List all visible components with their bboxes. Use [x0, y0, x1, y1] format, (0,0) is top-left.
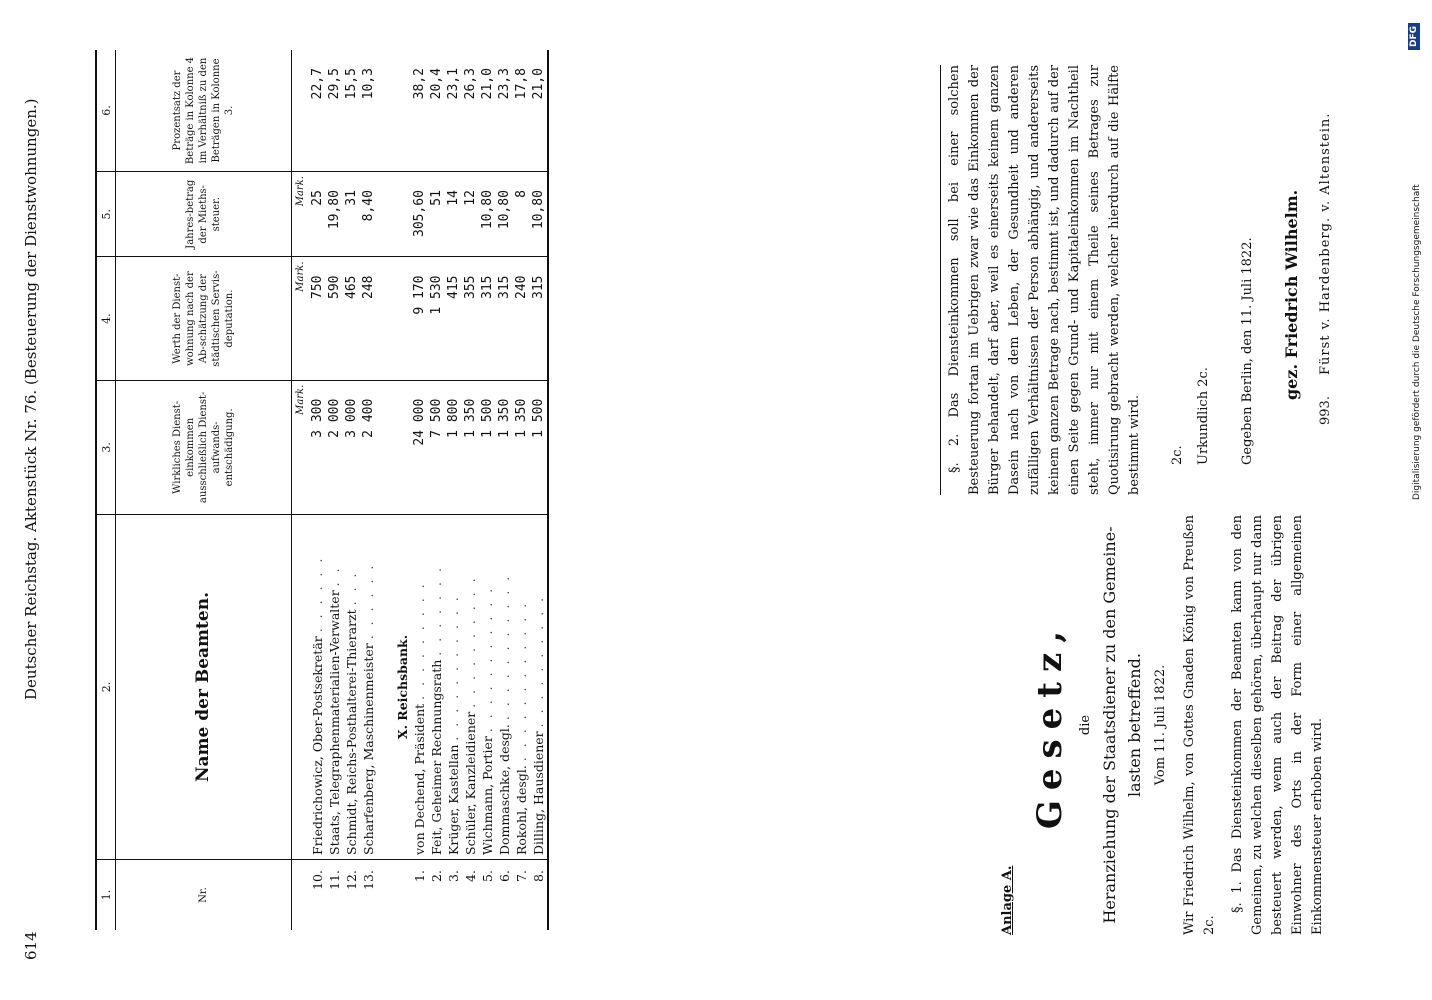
col-number-2: 2. — [96, 515, 116, 860]
row-name: Krüger, Kastellan — [446, 744, 461, 855]
row-c4: 240 — [513, 257, 530, 380]
table-row: 6. Dommaschke, desgl. . . . . . . . . . . . 1 350 315 10,80 23,3 — [496, 50, 513, 930]
row-c4: 1 530 — [428, 257, 445, 380]
row-c3: 3 000 — [343, 380, 360, 514]
table-row: 5. Wichmann, Portier . . . . . . . . . . . 1 500 315 10,80 21,0 — [479, 50, 496, 930]
row-nr: 8. — [531, 870, 546, 882]
header-dwelling-value: Werth der Dienst-wohnung nach der Ab-schätzung der städtischen Servis-deputation. — [116, 257, 292, 380]
row-nr: 5. — [480, 870, 495, 882]
row-name: Scharfenberg, Maschinenmeister — [361, 643, 376, 855]
law-date: Vom 11. Juli 1822. — [1153, 664, 1168, 786]
row-c5: 19,80 — [326, 172, 343, 257]
row-name: Dilling, Hausdiener — [531, 731, 546, 855]
column-number-row — [96, 50, 116, 930]
row-name: Friedrichowicz, Ober-Postsekretär — [310, 636, 325, 855]
row-c6: 23,1 — [445, 50, 462, 172]
row-c3: 1 500 — [530, 380, 548, 514]
column-header-row — [116, 50, 292, 930]
row-c6: 10,3 — [360, 50, 377, 172]
section-title: X. Reichsbank. — [394, 515, 411, 860]
row-c6: 29,5 — [326, 50, 343, 172]
running-title: Deutscher Reichstag. Aktenstück Nr. 76. (Besteuerung der Dienstwohnungen.) — [22, 98, 40, 700]
header-name: Name der Beamten. — [116, 515, 292, 860]
row-c3: 7 500 — [428, 380, 445, 514]
row-c6: 38,2 — [411, 50, 428, 172]
row-name: von Dechend, Präsident — [412, 703, 427, 855]
header-rent-tax: Jahres-betrag der Mieths-steuer. — [116, 172, 292, 257]
page-number: 614 — [22, 931, 40, 960]
law-countersign: Fürst v. Hardenberg. v. Altenstein. — [1318, 112, 1333, 375]
row-c5: 25 — [309, 172, 326, 257]
row-nr: 12. — [344, 870, 359, 890]
row-name: Wichmann, Portier — [480, 736, 495, 855]
table-row: 11. Staats, Telegraphenmaterialien-Verwalter . . 2 000 590 19,80 29,5 — [326, 50, 343, 930]
row-c6: 15,5 — [343, 50, 360, 172]
row-c6: 26,3 — [462, 50, 479, 172]
law-subtitle-1: Heranziehung der Staatsdiener zu den Gemeine- — [1100, 526, 1119, 924]
row-name: Feit, Geheimer Rechnungsrath — [429, 659, 444, 855]
row-nr: 10. — [310, 870, 325, 890]
table-row: 8. Dilling, Hausdiener . . . . . . . . . . 1 500 315 10,80 21,0 — [530, 50, 548, 930]
table-row: 4. Schüler, Kanzleidiener . . . . . . . . . . 1 350 355 12 26,3 — [462, 50, 479, 930]
table-row: 13. Scharfenberg, Maschinenmeister . . . . . . 2 400 248 8,40 10,3 — [360, 50, 377, 930]
row-c3: 24 000 — [411, 380, 428, 514]
row-c4: 355 — [462, 257, 479, 380]
row-c4: 415 — [445, 257, 462, 380]
row-name: Dommaschke, desgl. — [497, 724, 512, 855]
dfg-logo: DFG — [1408, 23, 1420, 50]
row-c6: 21,0 — [530, 50, 548, 172]
row-nr: 7. — [514, 870, 529, 882]
col-number-4: 4. — [96, 257, 116, 380]
header-nr: Nr. — [116, 860, 292, 931]
row-c4: 248 — [360, 257, 377, 380]
col-number-1: 1. — [96, 860, 116, 931]
row-c5: 14 — [445, 172, 462, 257]
table-row: 7. Rokohl, desgl. . . . . . . . . . . . . 1 350 240 8 17,8 — [513, 50, 530, 930]
law-given: Gegeben Berlin, den 11. Juli 1822. — [1240, 237, 1255, 465]
unit-c5: Mark. — [292, 172, 310, 257]
section-row — [394, 50, 411, 930]
col-number-6: 6. — [96, 50, 116, 172]
credit-text: Digitalisierung gefördert durch die Deutsche Forschungsgemeinschaft — [1412, 184, 1422, 500]
row-c6: 22,7 — [309, 50, 326, 172]
row-c5: 10,80 — [479, 172, 496, 257]
row-c4: 9 170 — [411, 257, 428, 380]
row-c4: 465 — [343, 257, 360, 380]
law-footnote-no: 993. — [1318, 396, 1333, 425]
row-c3: 1 350 — [462, 380, 479, 514]
unit-c3: Mark. — [292, 380, 310, 514]
row-c5: 305,60 — [411, 172, 428, 257]
row-name: Staats, Telegraphenmaterialien-Verwalter — [327, 590, 342, 855]
row-c5: 8,40 — [360, 172, 377, 257]
unit-c4: Mark. — [292, 257, 310, 380]
row-c3: 2 000 — [326, 380, 343, 514]
law-signature: gez. Friedrich Wilhelm. — [1282, 189, 1301, 400]
row-c5: 10,80 — [496, 172, 513, 257]
row-c6: 21,0 — [479, 50, 496, 172]
table-row: 1. von Dechend, Präsident . . . . . . . . . 24 000 9 170 305,60 38,2 — [411, 50, 428, 930]
row-c5: 31 — [343, 172, 360, 257]
row-c6: 17,8 — [513, 50, 530, 172]
row-c3: 1 800 — [445, 380, 462, 514]
row-c5: 8 — [513, 172, 530, 257]
law-subtitle-2: lasten betreffend. — [1125, 653, 1144, 797]
row-c6: 23,3 — [496, 50, 513, 172]
table-row: 10. Friedrichowicz, Ober-Postsekretär . . . . . . 3 300 750 25 22,7 — [309, 50, 326, 930]
row-c3: 1 500 — [479, 380, 496, 514]
law-para-2: §. 2. Das Diensteinkommen soll bei einer solchen Besteuerung fortan im Uebrigen zwar wie das Einkommen der Bürger behandelt, darf aber, weil es einerseits keinem ganzen Dasein nach von dem Leben, der Gesundheit und anderen zufälligen Verhältnissen der Person abhängig, und andererseits keinem ganzen Betrage nach, bestimmt ist, und dadurch auf der einen Seite gegen Grund- und Kapitaleinkommen im Nachtheil steht, immer nur mit einem Theile seines Betrages zur Quotisirung gebracht werden, welcher hierdurch auf die Hälfte bestimmt wird. — [940, 65, 1145, 495]
header-percentage: Prozentsatz der Beträge in Kolonne 4 im Verhältniß zu den Beträgen in Kolonne 3. — [116, 50, 292, 172]
anlage-label: Anlage A. — [1000, 865, 1015, 935]
table-row: 12. Schmidt, Reichs-Posthalterei-Thierarzt . . . 3 000 465 31 15,5 — [343, 50, 360, 930]
row-nr: 4. — [463, 870, 478, 882]
law-preamble: Wir Friedrich Wilhelm, von Gottes Gnaden König von Preußen 2c. — [1182, 515, 1217, 935]
law-etc: 2c. — [1170, 445, 1185, 465]
table-row: 2. Feit, Geheimer Rechnungsrath . . . . . . . 7 500 1 530 51 20,4 — [428, 50, 445, 930]
row-nr: 1. — [412, 870, 427, 882]
unit-row — [292, 50, 310, 930]
row-c3: 1 350 — [496, 380, 513, 514]
row-c3: 2 400 — [360, 380, 377, 514]
row-c6: 20,4 — [428, 50, 445, 172]
row-nr: 2. — [429, 870, 444, 882]
row-name: Schüler, Kanzleidiener — [463, 711, 478, 855]
row-c4: 315 — [530, 257, 548, 380]
row-c5: 51 — [428, 172, 445, 257]
row-c5: 10,80 — [530, 172, 548, 257]
law-die: die — [1078, 714, 1093, 736]
header-income: Wirkliches Dienst-einkommen ausschließlich Dienst-aufwands-entschädigung. — [116, 380, 292, 514]
row-nr: 11. — [327, 870, 342, 890]
law-urkundlich: Urkundlich 2c. — [1196, 367, 1211, 465]
law-para-1: §. 1. Das Diensteinkommen der Beamten kann von den Gemeinen, zu welchen dieselben gehören, überhaupt nur dann besteuert werden, wenn auch der Beitrag der übrigen Einwohner des Orts in der Form einer allgemeinen Einkommensteuer erhoben wird. — [1230, 515, 1325, 935]
row-nr: 3. — [446, 870, 461, 882]
row-name: Schmidt, Reichs-Posthalterei-Thierarzt — [344, 609, 359, 855]
row-c3: 1 350 — [513, 380, 530, 514]
row-c3: 3 300 — [309, 380, 326, 514]
row-c4: 590 — [326, 257, 343, 380]
row-c5: 12 — [462, 172, 479, 257]
row-c4: 315 — [479, 257, 496, 380]
row-name: Rokohl, desgl. — [514, 765, 529, 855]
col-number-5: 5. — [96, 172, 116, 257]
row-nr: 13. — [361, 870, 376, 890]
col-number-3: 3. — [96, 380, 116, 514]
law-title: Gesetz, — [1030, 620, 1070, 830]
table-row: 3. Krüger, Kastellan . . . . . . . . . . . 1 800 415 14 23,1 — [445, 50, 462, 930]
row-c4: 750 — [309, 257, 326, 380]
officials-table — [95, 50, 549, 930]
row-nr: 6. — [497, 870, 512, 882]
row-c4: 315 — [496, 257, 513, 380]
